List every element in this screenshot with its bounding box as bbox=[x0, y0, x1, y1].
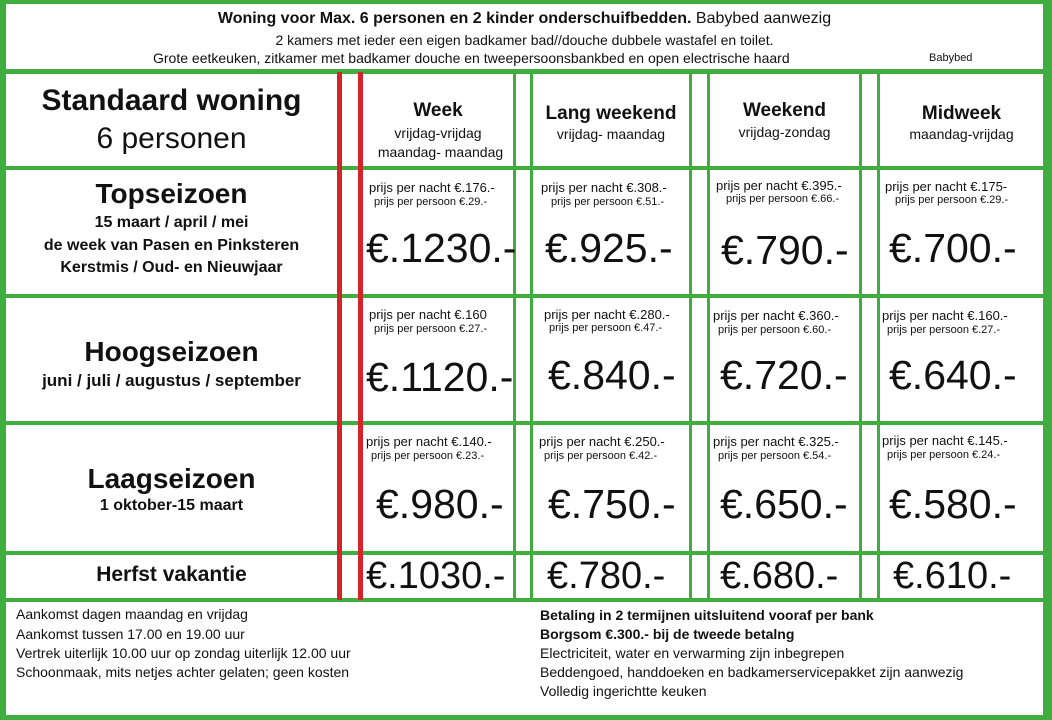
price-per-night: prijs per nacht €.308.- bbox=[541, 180, 667, 195]
price-total: €.925.- bbox=[545, 225, 673, 271]
price-per-night: prijs per nacht €.395.- bbox=[716, 178, 842, 193]
row-title-hoogseizoen: Hoogseizoen bbox=[84, 336, 259, 367]
row-line: 1 oktober-15 maart bbox=[99, 497, 244, 514]
price-per-person: prijs per persoon €.60.- bbox=[718, 324, 832, 336]
corner-subtitle: 6 personen bbox=[96, 122, 247, 155]
grid-line bbox=[0, 421, 1052, 425]
price-per-night: prijs per nacht €.160 bbox=[369, 307, 487, 322]
grid-line bbox=[689, 72, 692, 600]
footer-right-line: Electriciteit, water en verwarming zijn inbegrepen bbox=[540, 645, 845, 661]
price-total: €.580.- bbox=[889, 481, 1017, 527]
grid-line bbox=[707, 72, 710, 600]
price-per-person: prijs per persoon €.47.- bbox=[549, 322, 663, 334]
column-sub-lang-weekend: vrijdag- maandag bbox=[556, 126, 666, 142]
grid-line bbox=[877, 72, 880, 600]
price-per-night: prijs per nacht €.176.- bbox=[369, 180, 495, 195]
footer-left-line: Aankomst dagen maandag en vrijdag bbox=[16, 606, 248, 622]
footer-right-line: Beddengoed, handdoeken en badkamerservicepakket zijn aanwezig bbox=[540, 664, 964, 680]
price-total: €.1030.- bbox=[366, 555, 506, 597]
row-line: Kerstmis / Oud- en Nieuwjaar bbox=[60, 259, 283, 276]
price-total: €.610.- bbox=[893, 555, 1012, 597]
price-total: €.750.- bbox=[548, 481, 676, 527]
price-per-person: prijs per persoon €.27.- bbox=[374, 323, 488, 335]
grid-line bbox=[530, 72, 533, 600]
price-per-night: prijs per nacht €.160.- bbox=[882, 308, 1008, 323]
price-per-person: prijs per persoon €.66.- bbox=[726, 193, 840, 205]
footer-left-line: Aankomst tussen 17.00 en 19.00 uur bbox=[16, 626, 245, 642]
column-sub-week-1: vrijdag-vrijdag bbox=[394, 125, 482, 141]
frame-right bbox=[1043, 0, 1052, 720]
price-per-night: prijs per nacht €.145.- bbox=[882, 433, 1008, 448]
price-per-person: prijs per persoon €.29.- bbox=[374, 196, 488, 208]
price-per-person: prijs per persoon €.23.- bbox=[371, 450, 485, 462]
grid-line bbox=[0, 598, 1052, 602]
price-per-person: prijs per persoon €.29.- bbox=[895, 194, 1009, 206]
column-header-midweek: Midweek bbox=[921, 103, 1002, 124]
header-line-2: 2 kamers met ieder een eigen badkamer bad//douche dubbele wastafel en toilet. bbox=[275, 32, 774, 48]
frame-top bbox=[0, 0, 1052, 4]
row-line: 15 maart / april / mei bbox=[94, 214, 249, 231]
column-header-lang-weekend: Lang weekend bbox=[545, 103, 677, 124]
column-header-weekend: Weekend bbox=[742, 100, 827, 121]
header-line-3: Grote eetkeuken, zitkamer met badkamer douche en tweepersoonsbankbed en open electrische haard bbox=[153, 50, 790, 66]
row-line: juni / juli / augustus / september bbox=[42, 371, 301, 390]
row-title-herfst-vakantie: Herfst vakantie bbox=[96, 563, 247, 586]
row-title-laagseizoen: Laagseizoen bbox=[87, 463, 256, 494]
header-line-1-bold: Woning voor Max. 6 personen en 2 kinder onderschuifbedden. bbox=[217, 10, 692, 27]
price-total: €.650.- bbox=[720, 481, 848, 527]
price-per-person: prijs per persoon €.24.- bbox=[887, 449, 1001, 461]
price-per-night: prijs per nacht €.325.- bbox=[713, 434, 839, 449]
price-per-night: prijs per nacht €.280.- bbox=[544, 307, 670, 322]
price-per-night: prijs per nacht €.360.- bbox=[713, 308, 839, 323]
row-line: de week van Pasen en Pinksteren bbox=[43, 237, 300, 254]
price-total: €.700.- bbox=[889, 225, 1017, 271]
grid-line bbox=[859, 72, 862, 600]
price-total: €.1120.- bbox=[366, 354, 514, 400]
footer-right-line: Volledig ingerichtte keuken bbox=[540, 683, 707, 699]
price-total: €.790.- bbox=[721, 227, 849, 273]
column-header-week: Week bbox=[413, 100, 463, 121]
footer-right-bold-line: Borgsom €.300.- bij de tweede betalng bbox=[540, 626, 795, 642]
price-per-night: prijs per nacht €.140.- bbox=[366, 434, 492, 449]
price-per-person: prijs per persoon €.27.- bbox=[887, 324, 1001, 336]
grid-line bbox=[0, 294, 1052, 298]
footer-left-line: Vertrek uiterlijk 10.00 uur op zondag uiterlijk 12.00 uur bbox=[16, 645, 351, 661]
column-sub-week-2: maandag- maandag bbox=[377, 144, 504, 160]
price-total: €.840.- bbox=[548, 352, 676, 398]
babybed-note: Babybed bbox=[929, 52, 973, 64]
price-per-person: prijs per persoon €.42.- bbox=[544, 450, 658, 462]
row-title-topseizoen: Topseizoen bbox=[95, 178, 248, 209]
price-per-night: prijs per nacht €.250.- bbox=[539, 434, 665, 449]
price-total: €.640.- bbox=[889, 352, 1017, 398]
price-total: €.1230.- bbox=[366, 225, 517, 271]
price-per-person: prijs per persoon €.54.- bbox=[718, 450, 832, 462]
header-line-1-rest: Babybed aanwezig bbox=[695, 10, 832, 27]
price-total: €.680.- bbox=[720, 555, 839, 597]
grid-line bbox=[0, 69, 1052, 74]
column-sub-weekend: vrijdag-zondag bbox=[738, 124, 831, 140]
price-per-night: prijs per nacht €.175- bbox=[885, 179, 1008, 194]
grid-line bbox=[0, 166, 1052, 170]
accent-line bbox=[337, 72, 342, 600]
price-total: €.720.- bbox=[720, 352, 848, 398]
frame-bottom bbox=[0, 715, 1052, 720]
footer-right-bold-line: Betaling in 2 termijnen uitsluitend vooraf per bank bbox=[540, 607, 874, 623]
footer-left-line: Schoonmaak, mits netjes achter gelaten; geen kosten bbox=[16, 664, 350, 680]
price-total: €.980.- bbox=[376, 481, 504, 527]
price-total: €.780.- bbox=[547, 555, 666, 597]
header-line-1 bbox=[6, 10, 1043, 28]
corner-title: Standaard woning bbox=[41, 84, 302, 117]
column-sub-midweek: maandag-vrijdag bbox=[909, 126, 1014, 142]
price-per-person: prijs per persoon €.51.- bbox=[551, 196, 665, 208]
